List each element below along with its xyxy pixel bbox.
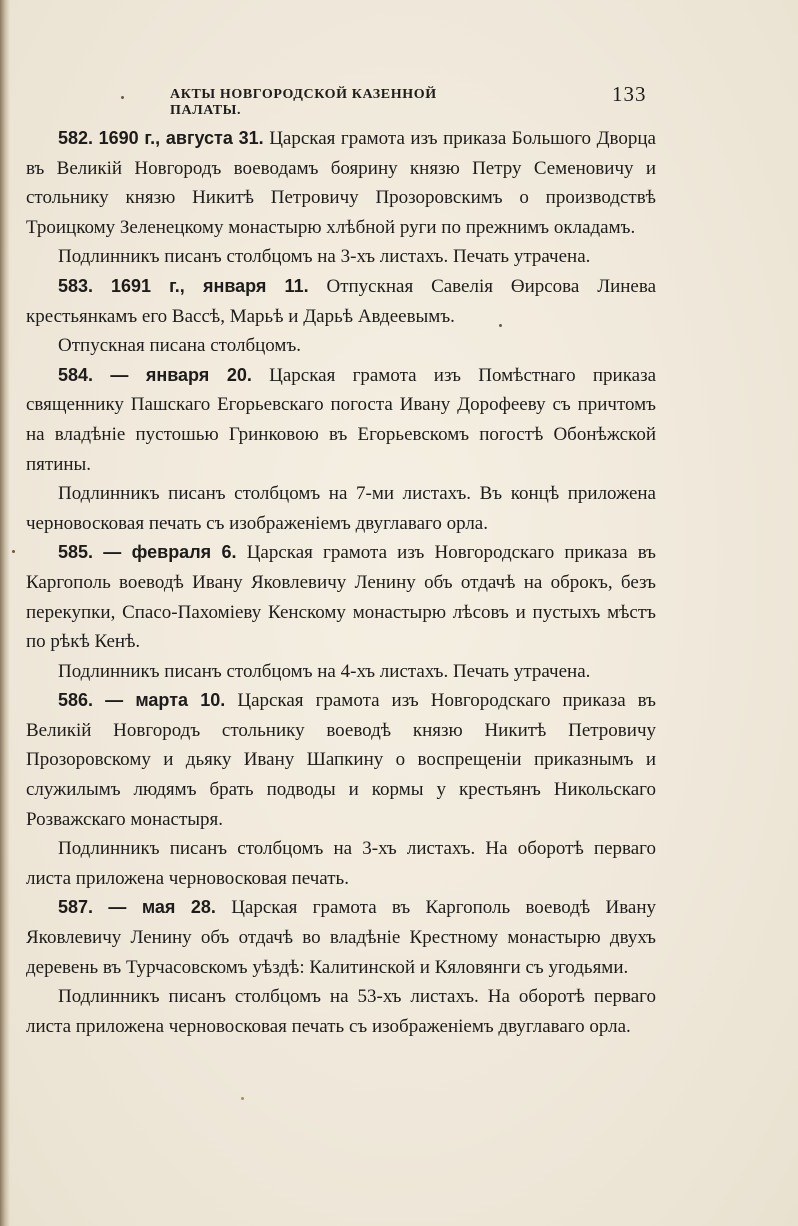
entry-text: Царская грамота въ Каргополь воеводѣ Ивану Яковлевичу Ленину объ отдачѣ во владѣніе Крестному монастырю двухъ деревень въ Турчасовскомъ уѣздѣ: Калитинской и Кяловянги съ угодьями. [26, 897, 657, 978]
entry-date: 1691 г., января 11. [110, 275, 309, 296]
entry-582 [26, 124, 656, 242]
entry-note: Подлинникъ писанъ столбцомъ на 7-ми листахъ. Въ концѣ приложена черновосковая печать съ изображеніемъ двуглаваго орла. [26, 483, 656, 534]
binding-shadow [0, 0, 10, 1226]
ink-speck [241, 1097, 244, 1100]
entry-584 [26, 361, 656, 479]
entry-583 [26, 272, 656, 331]
entry-date: — марта 10. [105, 690, 226, 711]
entry-number: 584. [58, 364, 94, 385]
ink-speck [121, 96, 124, 99]
entry-text: Отпускная Савелія Өирсова Линева крестьянкамъ его Вассѣ, Марьѣ и Дарьѣ Авдеевымъ. [26, 275, 657, 327]
ink-speck [499, 324, 502, 327]
entry-note: Подлинникъ писанъ столбцомъ на 4-хъ листахъ. Печать утрачена. [58, 660, 591, 682]
entry-text: Царская грамота изъ Помѣстнаго приказа священнику Пашскаго Егорьевскаго погоста Ивану Дорофееву съ причтомъ на владѣніе пустошью Гринковою въ Егорьевскомъ погостѣ Обонѣжской пятины. [26, 364, 657, 475]
entry-586 [26, 686, 656, 834]
entry-number: 586. [58, 690, 94, 711]
entry-note: Подлинникъ писанъ столбцомъ на 53-хъ листахъ. На оборотѣ перваго листа приложена черновосковая печать съ изображеніемъ двуглаваго орла. [26, 986, 656, 1037]
entry-number: 582. [58, 128, 94, 148]
entry-note: Отпускная писана столбцомъ. [58, 335, 302, 357]
entry-585 [26, 538, 656, 656]
body-text [26, 124, 656, 1041]
entry-number: 583. [58, 275, 94, 296]
entry-text: Царская грамота изъ приказа Большого Дворца въ Великій Новгородъ воеводамъ боярину князю Петру Семеновичу и стольнику князю Никитѣ Петровичу Прозоровскимъ о производствѣ Троицкому Зеленецкому монастырю хлѣбной руги по прежнимъ окладамъ. [26, 128, 656, 238]
ink-speck [12, 550, 15, 553]
entry-text: Царская грамота изъ Новгородскаго приказа въ Каргополь воеводѣ Ивану Яковлевичу Ленину объ отдачѣ на оброкъ, безъ перекупки, Спасо-Пахоміеву Кенскому монастырю лѣсовъ и пустыхъ мѣстъ по рѣкѣ Кенѣ. [26, 542, 657, 653]
page-number: 133 [612, 82, 647, 106]
entry-date: 1690 г., августа 31. [98, 128, 264, 148]
entry-587 [26, 893, 656, 982]
entry-text: Царская грамота изъ Новгородскаго приказа въ Великій Новгородъ стольнику воеводѣ князю Никитѣ Петровичу Прозоровскому и дьяку Ивану Шапкину о воспрещеніи приказнымъ и служилымъ людямъ брать подводы и кормы у крестьянъ Никольскаго Розважскаго монастыря. [26, 690, 657, 830]
entry-number: 585. [58, 542, 94, 563]
entry-note: Подлинникъ писанъ столбцомъ на 3-хъ листахъ. На оборотѣ перваго листа приложена черновосковая печать. [26, 838, 656, 889]
entry-date: — января 20. [110, 364, 252, 385]
entry-date: — мая 28. [108, 897, 216, 918]
entry-date: — февраля 6. [103, 542, 237, 563]
entry-note: Подлинникъ писанъ столбцомъ на 3-хъ листахъ. Печать утрачена. [58, 246, 591, 268]
running-head: АКТЫ НОВГОРОДСКОЙ КАЗЕННОЙ ПАЛАТЫ. [170, 87, 437, 118]
entry-number: 587. [58, 897, 94, 918]
